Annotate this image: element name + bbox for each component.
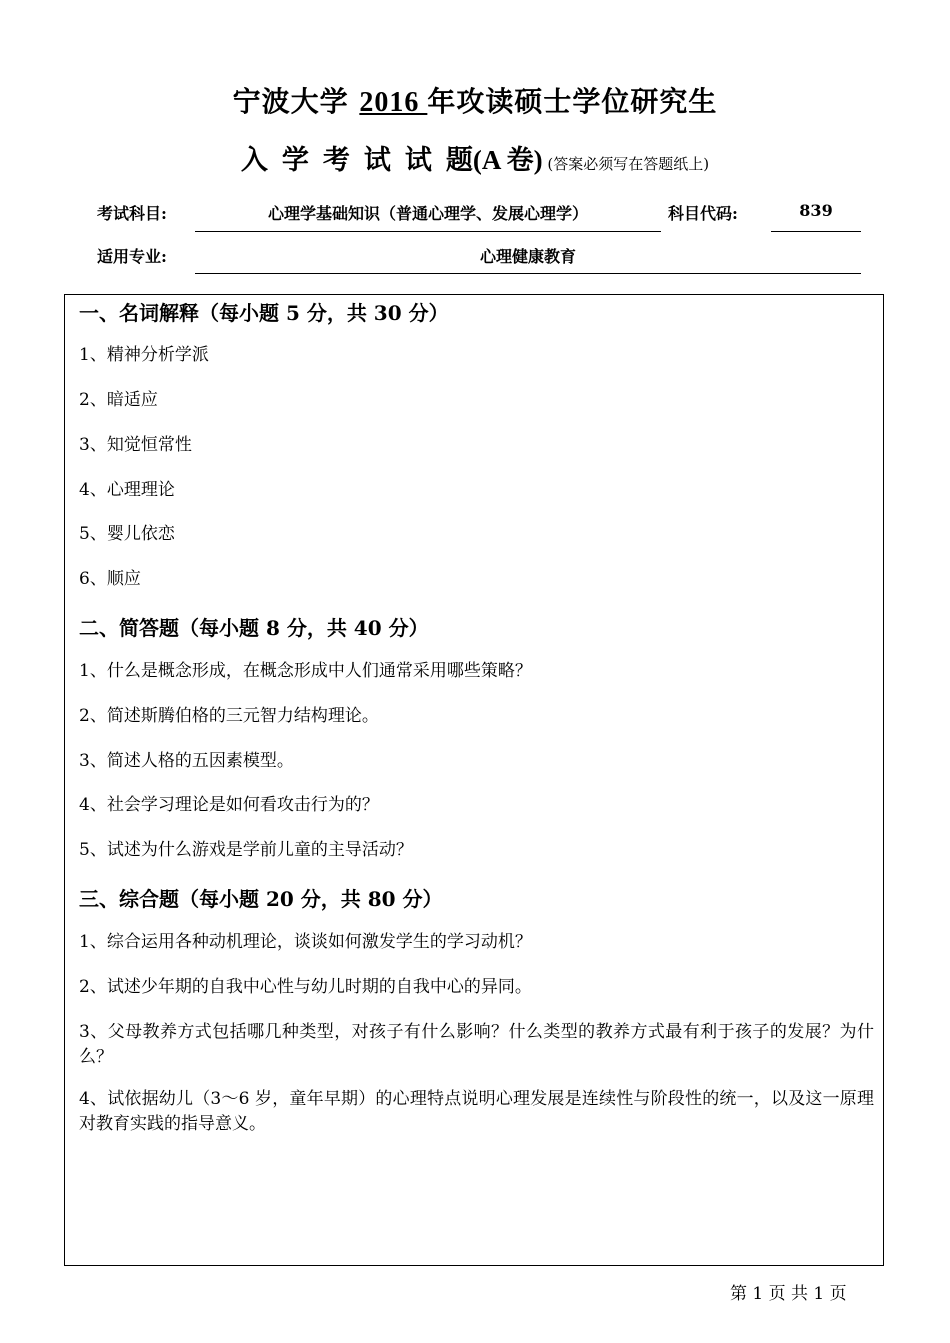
subject-value: 心理学基础知识（普通心理学、发展心理学） (267, 204, 588, 223)
subject-label: 考试科目: (97, 204, 167, 223)
code-value: 839 (799, 201, 833, 220)
answer-note: (答案必须写在答题纸上) (542, 155, 710, 173)
question-item: 1、精神分析学派 (79, 345, 209, 365)
section-heading: 二、简答题（每小题 8 分，共 40 分） (79, 616, 429, 640)
exam-subtitle (0, 138, 950, 177)
question-item: 3、简述人格的五因素模型。 (79, 751, 294, 771)
question-item: 4、心理理论 (79, 480, 175, 500)
question-item: 4、试依据幼儿（3～6 岁，童年早期）的心理特点说明心理发展是连续性与阶段性的统一，以及这一原理对教育实践的指导意义。 (79, 1089, 874, 1134)
code-underline (771, 231, 861, 232)
section-heading: 一、名词解释（每小题 5 分，共 30 分） (79, 301, 449, 325)
question-item: 5、婴儿依恋 (79, 524, 175, 544)
question-item: 3、知觉恒常性 (79, 435, 192, 455)
question-item: 6、顺应 (79, 569, 141, 589)
title-year: 2016 (359, 87, 428, 118)
title-prefix: 宁波大学 (232, 85, 360, 118)
page-number: 第 1 页 共 1 页 (730, 1284, 847, 1304)
exam-title (0, 80, 950, 120)
subtitle-main: 入学考试试 (240, 145, 446, 176)
major-underline (195, 273, 861, 274)
major-label: 适用专业: (97, 247, 167, 266)
question-item: 2、试述少年期的自我中心性与幼儿时期的自我中心的异同。 (79, 977, 532, 997)
question-item: 1、什么是概念形成，在概念形成中人们通常采用哪些策略？ (79, 661, 532, 681)
question-item: 1、综合运用各种动机理论，谈谈如何激发学生的学习动机？ (79, 932, 532, 952)
question-item: 2、简述斯腾伯格的三元智力结构理论。 (79, 706, 379, 726)
question-box (64, 294, 884, 1266)
subject-underline (195, 231, 661, 232)
question-item: 5、试述为什么游戏是学前儿童的主导活动？ (79, 840, 413, 860)
question-item: 3、父母教养方式包括哪几种类型，对孩子有什么影响？什么类型的教养方式最有利于孩子的发展？为什么？ (79, 1022, 874, 1067)
section-heading: 三、综合题（每小题 20 分，共 80 分） (79, 887, 443, 911)
paper-version: (A 卷) (472, 145, 543, 175)
subtitle-last-char: 题 (445, 145, 473, 176)
major-value: 心理健康教育 (479, 247, 576, 266)
title-suffix: 年攻读硕士学位研究生 (427, 85, 718, 118)
question-item: 2、暗适应 (79, 390, 158, 410)
code-label: 科目代码: (668, 204, 738, 223)
question-item: 4、社会学习理论是如何看攻击行为的？ (79, 795, 379, 815)
